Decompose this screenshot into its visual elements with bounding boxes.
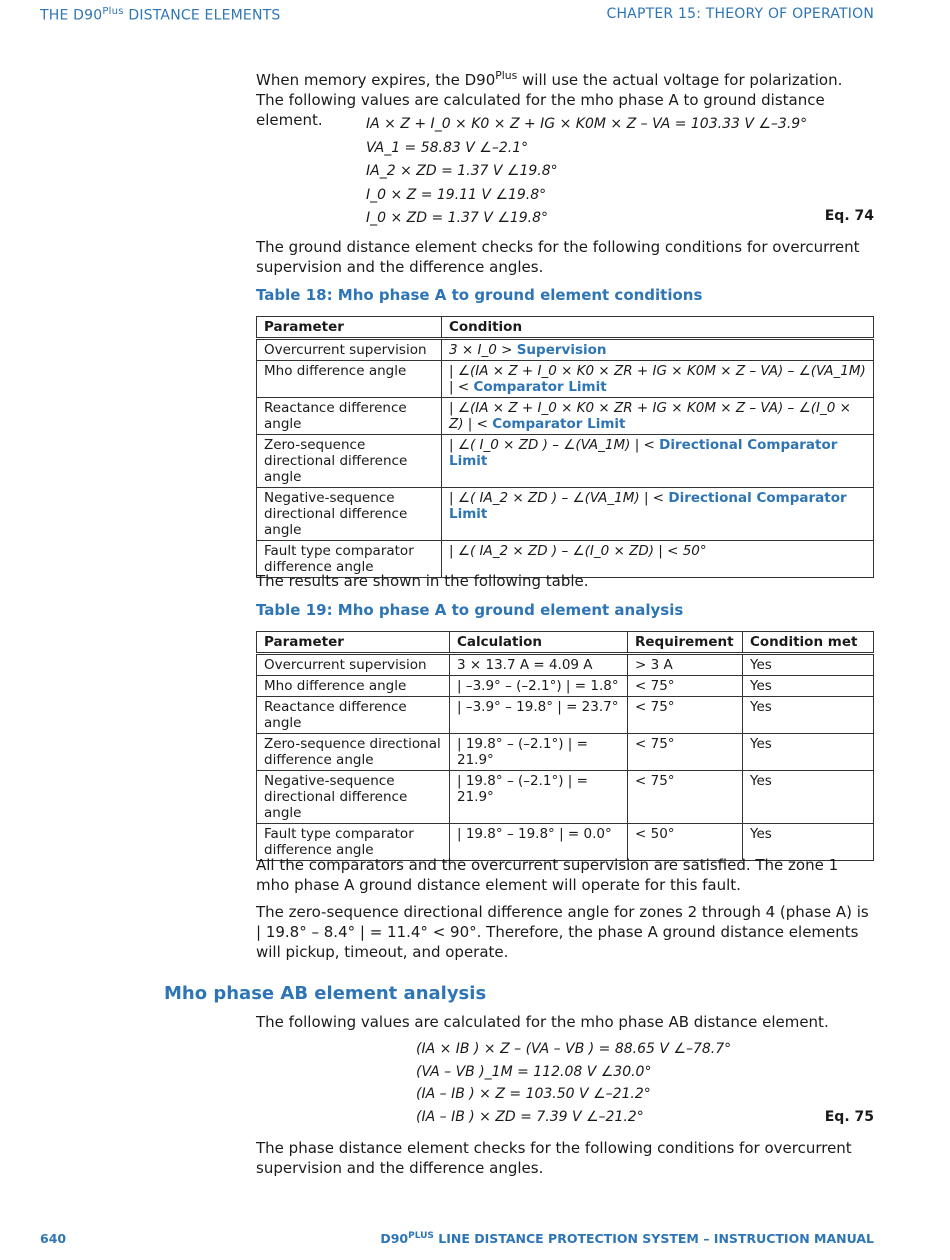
calculation-cell: | 19.8° – 19.8° | = 0.0° — [450, 824, 628, 861]
condition-cell — [442, 361, 874, 398]
supervision-link[interactable]: Supervision — [516, 342, 607, 358]
calculation-cell: | –3.9° – 19.8° | = 23.7° — [450, 697, 628, 734]
param-cell: Negative-sequence directional difference angle — [257, 488, 442, 541]
table-row — [257, 488, 874, 541]
footer-product: D90 — [380, 1231, 409, 1246]
param-cell: Fault type comparator difference angle — [257, 541, 442, 578]
directional-comparator-limit-link[interactable]: Directional Comparator Limit — [449, 490, 847, 522]
running-header-left — [40, 6, 280, 24]
header-product: THE D90 — [40, 7, 103, 24]
condition-met-cell: Yes — [743, 697, 874, 734]
table-header-row — [257, 317, 874, 339]
condition-met-cell: Yes — [743, 771, 874, 824]
satisfied-paragraph: All the comparators and the overcurrent supervision are satisfied. The zone 1 mho phase A ground distance element will operate for this fault. — [256, 856, 839, 894]
table-19-caption: Table 19: Mho phase A to ground element analysis — [256, 601, 684, 619]
table-header-row — [257, 632, 874, 654]
calculation-cell: | –3.9° – (–2.1°) | = 1.8° — [450, 676, 628, 697]
eq74-line-3: IA_2 × ZD = 1.37 V ∠19.8° — [366, 163, 558, 179]
eq75-line-3: (IA – IB ) × Z = 103.50 V ∠–21.2° — [416, 1086, 651, 1102]
comparator-limit-link[interactable]: Comparator Limit — [473, 379, 607, 395]
footer-manual-title: LINE DISTANCE PROTECTION SYSTEM – INSTRUCTION MANUAL — [433, 1231, 874, 1246]
phase-checks-paragraph: The phase distance element checks for the following conditions for overcurrent supervision and the difference angles. — [256, 1139, 852, 1177]
condition-text: | ∠( I_0 × ZD ) – ∠(VA_1M) | < — [449, 437, 660, 453]
equation-75 — [416, 1038, 731, 1128]
intro-text-post: will use the actual voltage for polarization. The following values are calculated for the mho phase A to ground distance element. — [256, 71, 843, 129]
table-row — [257, 734, 874, 771]
directional-comparator-limit-link[interactable]: Directional Comparator Limit — [449, 437, 838, 469]
param-cell: Overcurrent supervision — [257, 339, 442, 361]
table-18 — [256, 316, 874, 578]
eq74-line-4: I_0 × Z = 19.11 V ∠19.8° — [366, 186, 547, 203]
condition-cell — [442, 488, 874, 541]
ab-values-paragraph: The following values are calculated for the mho phase AB distance element. — [256, 1013, 829, 1031]
calculation-cell: | 19.8° – (–2.1°) | = 21.9° — [450, 734, 628, 771]
condition-cell — [442, 398, 874, 435]
eq75-line-4: (IA – IB ) × ZD = 7.39 V ∠–21.2° — [416, 1108, 644, 1125]
param-cell: Zero-sequence directional difference angle — [257, 435, 442, 488]
ground-checks-paragraph: The ground distance element checks for the following conditions for overcurrent supervision and the difference angles. — [256, 238, 860, 276]
table-row — [257, 654, 874, 676]
eq75-line-2: (VA – VB )_1M = 112.08 V ∠30.0° — [416, 1063, 652, 1080]
param-cell: Reactance difference angle — [257, 697, 450, 734]
col-header-condition-met: Condition met — [743, 632, 874, 654]
condition-met-cell: Yes — [743, 654, 874, 676]
condition-met-cell: Yes — [743, 824, 874, 861]
param-cell: Mho difference angle — [257, 676, 450, 697]
eq74-line-1: IA × Z + I_0 × K0 × Z + IG × K0M × Z – VA = 103.33 V ∠–3.9° — [366, 116, 808, 132]
footer-product-sup: PLUS — [408, 1230, 434, 1241]
col-header-parameter: Parameter — [257, 317, 442, 339]
col-header-condition: Condition — [442, 317, 874, 339]
page-number: 640 — [40, 1231, 67, 1246]
col-header-parameter: Parameter — [257, 632, 450, 654]
equation-74-label: Eq. 74 — [824, 208, 874, 224]
condition-text: | ∠(IA × Z + I_0 × K0 × ZR + IG × K0M × Z – VA) – ∠(I_0 × Z) | < — [449, 400, 851, 432]
intro-text-pre: When memory expires, the D90 — [256, 71, 496, 89]
param-cell: Fault type comparator difference angle — [257, 824, 450, 861]
section-heading: Mho phase AB element analysis — [164, 983, 487, 1004]
intro-sup: Plus — [495, 69, 518, 82]
equation-75-label: Eq. 75 — [824, 1109, 874, 1125]
table-row — [257, 771, 874, 824]
condition-text: 3 × I_0 > — [449, 342, 517, 358]
requirement-cell: < 75° — [628, 771, 743, 824]
condition-cell — [442, 339, 874, 361]
condition-cell — [442, 435, 874, 488]
requirement-cell: < 75° — [628, 697, 743, 734]
param-cell: Mho difference angle — [257, 361, 442, 398]
condition-text: | ∠(IA × Z + I_0 × K0 × ZR + IG × K0M × Z – VA) – ∠(VA_1M) | < — [449, 363, 866, 395]
requirement-cell: < 50° — [628, 824, 743, 861]
calculation-cell: | 19.8° – (–2.1°) | = 21.9° — [450, 771, 628, 824]
table-row — [257, 697, 874, 734]
condition-met-cell: Yes — [743, 734, 874, 771]
eq75-line-1: (IA × IB ) × Z – (VA – VB ) = 88.65 V ∠–78.7° — [416, 1041, 732, 1057]
eq74-line-5: I_0 × ZD = 1.37 V ∠19.8° — [366, 210, 549, 226]
requirement-cell: < 75° — [628, 734, 743, 771]
equation-74 — [366, 113, 807, 231]
condition-met-cell: Yes — [743, 676, 874, 697]
table-18-caption: Table 18: Mho phase A to ground element conditions — [256, 286, 703, 304]
results-paragraph: The results are shown in the following table. — [256, 572, 589, 590]
eq74-line-2: VA_1 = 58.83 V ∠–2.1° — [366, 139, 529, 156]
condition-text: | ∠( IA_2 × ZD ) – ∠(VA_1M) | < — [449, 490, 669, 506]
param-cell: Reactance difference angle — [257, 398, 442, 435]
table-row — [257, 398, 874, 435]
table-19 — [256, 631, 874, 861]
col-header-requirement: Requirement — [628, 632, 743, 654]
header-section: DISTANCE ELEMENTS — [123, 7, 281, 24]
header-product-sup: Plus — [102, 6, 124, 17]
running-header-right: CHAPTER 15: THEORY OF OPERATION — [606, 6, 874, 22]
param-cell: Zero-sequence directional difference angle — [257, 734, 450, 771]
requirement-cell: < 75° — [628, 676, 743, 697]
zero-sequence-paragraph: The zero-sequence directional difference angle for zones 2 through 4 (phase A) is | 19.8° – 8.4° | = 11.4° < 90°. Therefore, the phase A ground distance elements will pickup, timeout, and operate. — [256, 903, 869, 961]
col-header-calculation: Calculation — [450, 632, 628, 654]
table-row — [257, 435, 874, 488]
comparator-limit-link[interactable]: Comparator Limit — [492, 416, 626, 432]
requirement-cell: > 3 A — [628, 654, 743, 676]
running-footer-title — [380, 1231, 874, 1246]
condition-text: | ∠( IA_2 × ZD ) – ∠(I_0 × ZD) | < 50° — [449, 543, 707, 559]
param-cell: Negative-sequence directional difference angle — [257, 771, 450, 824]
param-cell: Overcurrent supervision — [257, 654, 450, 676]
table-row — [257, 676, 874, 697]
table-row — [257, 361, 874, 398]
calculation-cell: 3 × 13.7 A = 4.09 A — [450, 654, 628, 676]
table-row — [257, 339, 874, 361]
